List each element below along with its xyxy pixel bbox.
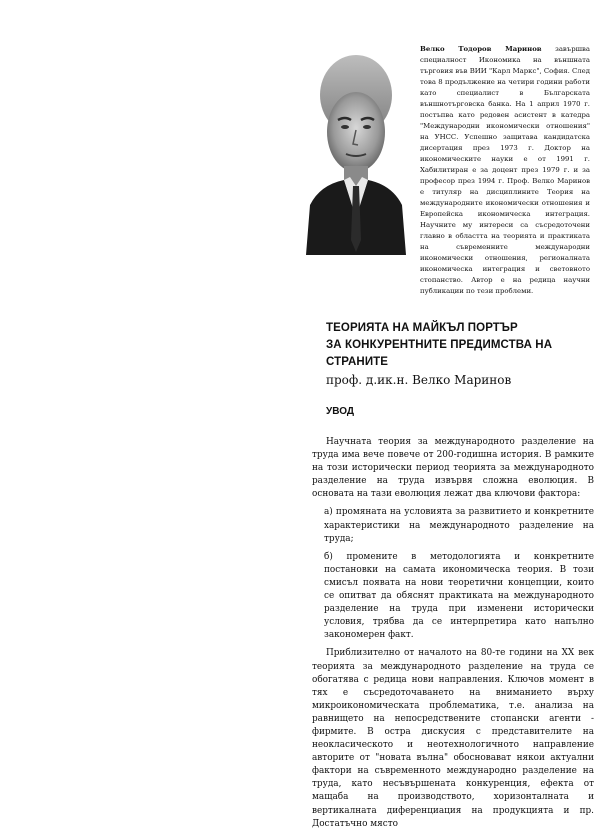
bio-author-name: Велко Тодоров Маринов (420, 45, 542, 53)
author-portrait (300, 40, 408, 260)
paragraph: Научната теория за международното разделение на труда има вече повече от 200-годишна история. В рамките на този исторически период теорията за международното разделение на труда извървя сложна еволюция. В основата на тази еволюция лежат два ключови фактора: (312, 437, 594, 500)
article-title-line-2: ЗА КОНКУРЕНТНИТЕ ПРЕДИМСТВА НА СТРАНИТЕ (326, 339, 553, 368)
list-item-a: а) промяната на условията за развитието и конкретните характеристики на международното разделение на труда; (324, 507, 594, 544)
article-title-line-1: ТЕОРИЯТА НА МАЙКЪЛ ПОРТЪР (326, 322, 518, 334)
list-item-b: б) промените в методологията и конкретните постановки на самата икономическа теория. В този смисъл появата на нови теоретични концепции, които се опитват да обяснят практиката на международното разделение на труда при изменени исторически условия, трябва да се интерпретира като напълно закономерен факт. (324, 551, 594, 641)
paragraph: Приблизително от началото на 80-те години на XX век теорията за международното разделение на труда се обогатява с редица нови направления. Ключов момент в тях е съсредоточаването на вниманието върху микроикономическата проблематика, т.е. анализа на равнището на непосредствените стопански агенти - фирмите. В остра дискусия с представителите на неокласическото и неотехнологичното направление авторите от "новата вълна" обосновават някои актуални фактори на съвременното международно разделение на труда, като несъвършената конкуренция, ефекта от мащаба на производството, хоризонталната и вертикалната диференциация на продукцията и пр. Достатъчно място (312, 648, 594, 829)
bio-text: завършва специалност Икономика на външната търговия във ВИИ "Карл Маркс", София. След това 8 продължение на четири години работи като специалист в Българската външнотърговска банка. На 1 април 1970 г. постъпва като редовен асистент в катедра "Международни икономически отношения" на УНСС. Успешно защитава кандидатска дисертация през 1973 г. Доктор на икономическите науки е от 1991 г. Хабилитиран е за доцент през 1979 г. и за професор през 1994 г. Проф. Велко Маринов е титуляр на дисциплините Теория на международните икономически отношения и Европейска икономическа интеграция. Научните му интереси са съсредоточени главно в областта на теорията и практиката на съвременните международни икономически отношения, регионалната икономическа интеграция и световното стопанство. Автор е на редица научни публикации по тези проблеми. (420, 45, 590, 295)
article-author: проф. д.ик.н. Велко Маринов (326, 373, 512, 387)
article-title (326, 320, 586, 371)
section-heading: УВОД (326, 406, 354, 417)
article-body (312, 436, 594, 836)
author-bio (420, 44, 590, 297)
